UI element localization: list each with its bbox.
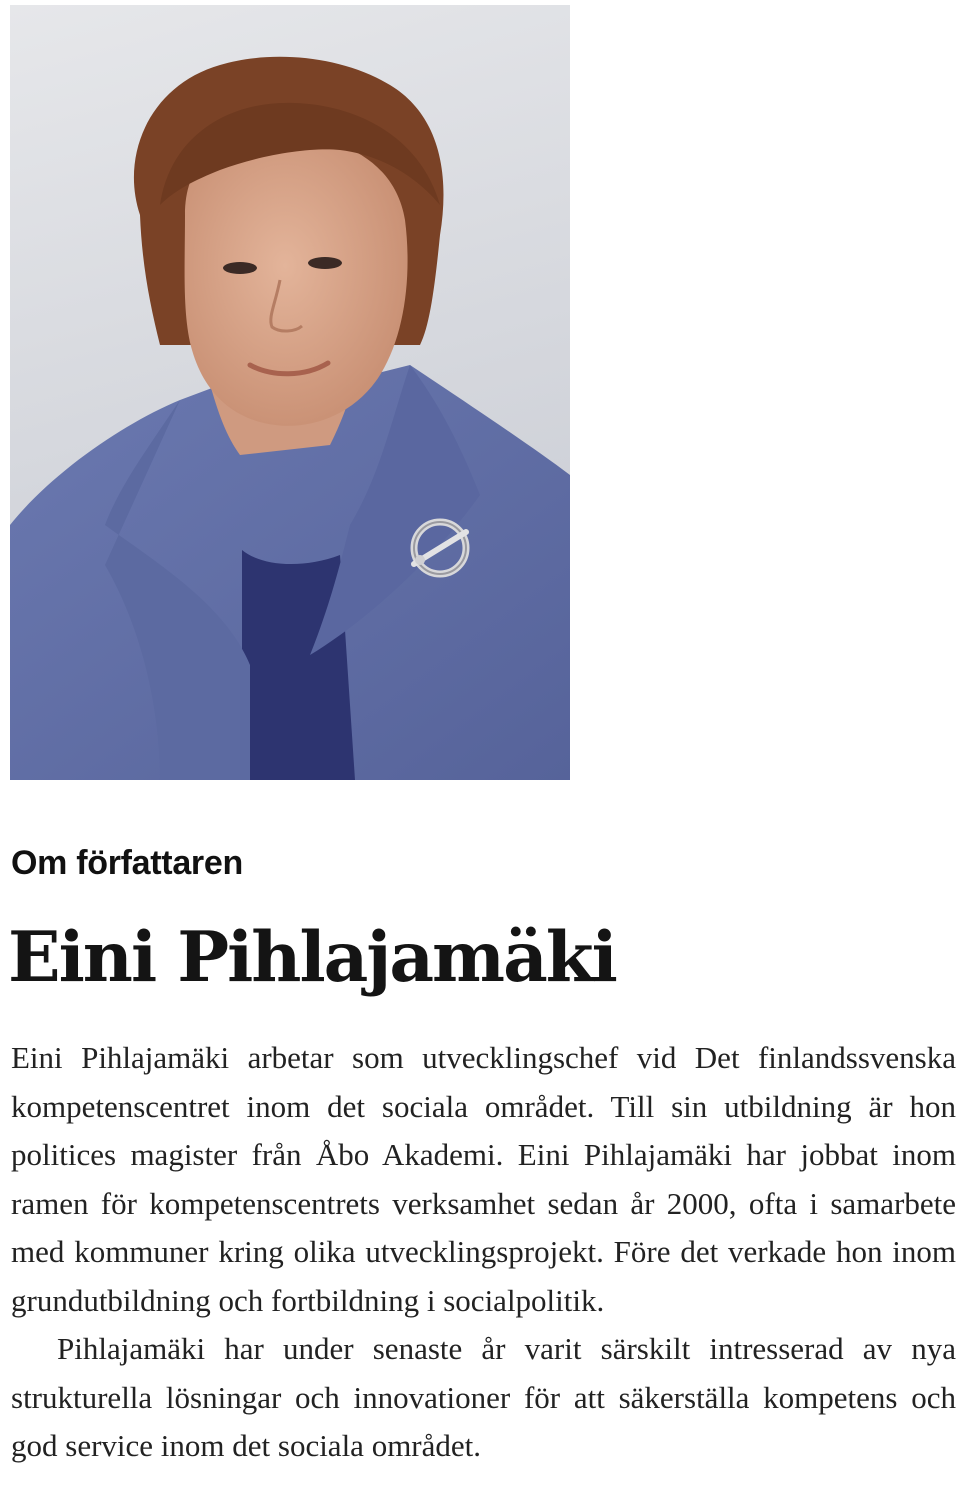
- section-label: Om författaren: [11, 844, 243, 882]
- bio-paragraph: Pihlajamäki har under senaste år varit särskilt intresserad av nya strukturella lösningar och innovationer för att säkerställa kompetens och god service inom det sociala området.: [11, 1331, 956, 1463]
- eye-left: [223, 262, 257, 274]
- bio-paragraph: Eini Pihlajamäki arbetar som utvecklingschef vid Det finlandssvenska kompetenscentret inom det sociala området. Till sin utbildning är hon politices magister från Åbo Akademi. Eini Pihlajamäki har jobbat inom ramen för kompetenscentrets verksamhet sedan år 2000, ofta i samarbete med kommuner kring olika utvecklingsprojekt. Före det verkade hon inom grundutbildning och fortbildning i socialpolitik.: [11, 1040, 956, 1318]
- face: [185, 135, 408, 426]
- author-portrait: [10, 5, 570, 780]
- eye-right: [308, 257, 342, 269]
- author-bio: [11, 1034, 956, 1471]
- author-name: Eini Pihlajamäki: [8, 917, 616, 998]
